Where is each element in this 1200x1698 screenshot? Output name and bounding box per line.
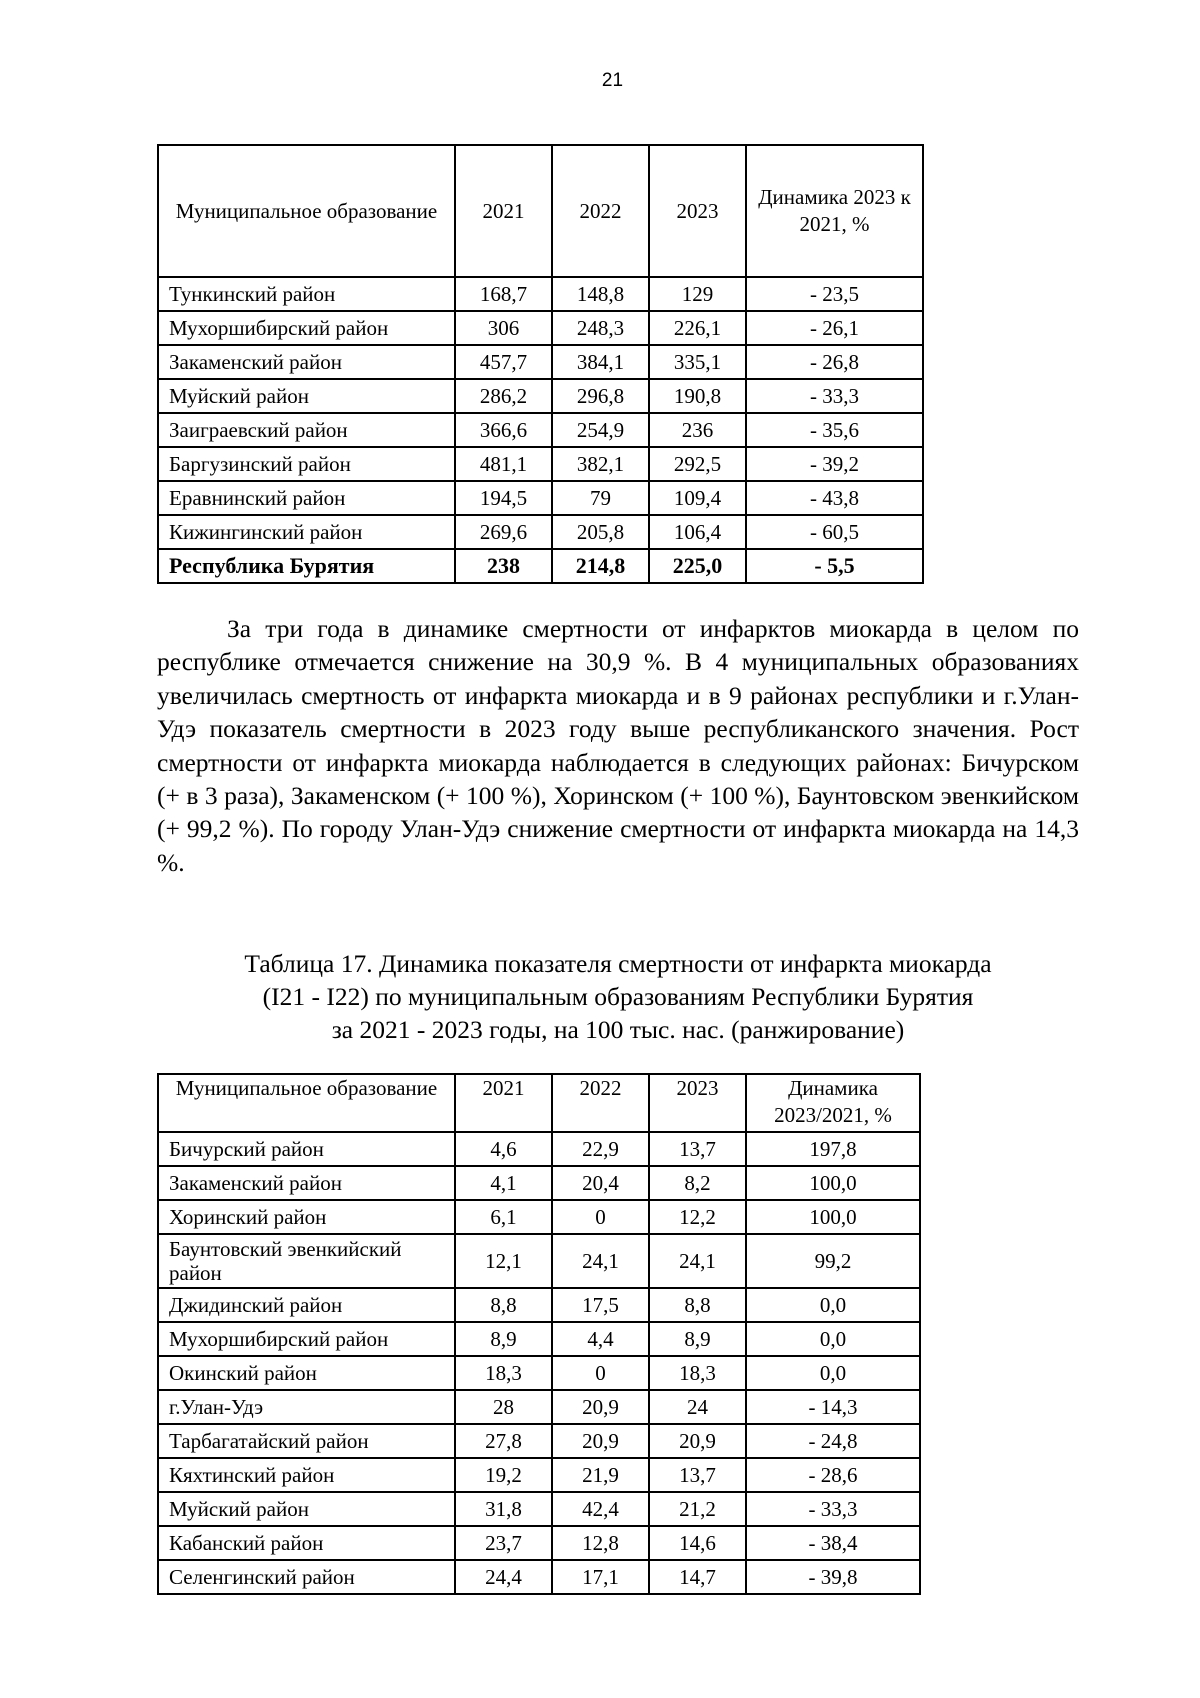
cell-2022: 4,4 (552, 1322, 649, 1356)
cell-2021: 366,6 (455, 413, 552, 447)
table-row (158, 1526, 920, 1560)
cell-2022: 148,8 (552, 277, 649, 311)
total-2021: 238 (455, 549, 552, 583)
cell-municipality: Бичурский район (158, 1132, 455, 1166)
cell-municipality: Мухоршибирский район (158, 1322, 455, 1356)
cell-2022: 0 (552, 1200, 649, 1234)
table-row (158, 413, 923, 447)
mortality-table-17 (157, 1073, 921, 1595)
header-2023: 2023 (649, 145, 746, 277)
cell-municipality: Тарбагатайский район (158, 1424, 455, 1458)
cell-dynamics: - 23,5 (746, 277, 923, 311)
cell-2023: 21,2 (649, 1492, 746, 1526)
table-row (158, 1200, 920, 1234)
cell-dynamics: - 38,4 (746, 1526, 920, 1560)
cell-municipality: г.Улан-Удэ (158, 1390, 455, 1424)
cell-2021: 269,6 (455, 515, 552, 549)
cell-2021: 27,8 (455, 1424, 552, 1458)
table-header-row (158, 1074, 920, 1132)
cell-2023: 18,3 (649, 1356, 746, 1390)
cell-2021: 481,1 (455, 447, 552, 481)
cell-2023: 13,7 (649, 1458, 746, 1492)
cell-municipality: Хоринский район (158, 1200, 455, 1234)
cell-municipality: Мухоршибирский район (158, 311, 455, 345)
header-2021: 2021 (455, 145, 552, 277)
cell-2021: 18,3 (455, 1356, 552, 1390)
cell-municipality: Еравнинский район (158, 481, 455, 515)
caption-line-1: Таблица 17. Динамика показателя смертности от инфаркта миокарда (244, 949, 992, 978)
header-dynamics: Динамика 2023 к 2021, % (746, 145, 923, 277)
header-municipality: Муниципальное образование (158, 1074, 455, 1132)
cell-2022: 12,8 (552, 1526, 649, 1560)
page-number: 21 (601, 70, 624, 91)
cell-2022: 24,1 (552, 1234, 649, 1288)
cell-2023: 106,4 (649, 515, 746, 549)
table-row (158, 277, 923, 311)
cell-dynamics: - 14,3 (746, 1390, 920, 1424)
cell-2022: 42,4 (552, 1492, 649, 1526)
cell-dynamics: - 26,8 (746, 345, 923, 379)
total-dynamics: - 5,5 (746, 549, 923, 583)
header-dynamics: Динамика 2023/2021, % (746, 1074, 920, 1132)
cell-2023: 8,9 (649, 1322, 746, 1356)
cell-2021: 6,1 (455, 1200, 552, 1234)
cell-2023: 292,5 (649, 447, 746, 481)
cell-municipality: Муйский район (158, 379, 455, 413)
total-municipality: Республика Бурятия (158, 549, 455, 583)
cell-2021: 31,8 (455, 1492, 552, 1526)
cell-2023: 8,8 (649, 1288, 746, 1322)
cell-municipality: Джидинский район (158, 1288, 455, 1322)
caption-line-2: (I21 - I22) по муниципальным образованиям Республики Бурятия (262, 982, 974, 1011)
table-row (158, 1356, 920, 1390)
total-2023: 225,0 (649, 549, 746, 583)
table-row (158, 447, 923, 481)
cell-2022: 20,9 (552, 1424, 649, 1458)
cell-2023: 13,7 (649, 1132, 746, 1166)
cell-2021: 457,7 (455, 345, 552, 379)
cell-2022: 17,5 (552, 1288, 649, 1322)
cell-2023: 20,9 (649, 1424, 746, 1458)
cell-municipality: Тункинский район (158, 277, 455, 311)
table-row (158, 1322, 920, 1356)
cell-dynamics: - 26,1 (746, 311, 923, 345)
cell-2023: 12,2 (649, 1200, 746, 1234)
cell-2022: 382,1 (552, 447, 649, 481)
table-row (158, 515, 923, 549)
header-2022: 2022 (552, 145, 649, 277)
cell-2021: 286,2 (455, 379, 552, 413)
cell-2021: 28 (455, 1390, 552, 1424)
cell-dynamics: - 28,6 (746, 1458, 920, 1492)
cell-municipality: Окинский район (158, 1356, 455, 1390)
cell-municipality: Селенгинский район (158, 1560, 455, 1594)
cell-2023: 8,2 (649, 1166, 746, 1200)
cell-dynamics: - 60,5 (746, 515, 923, 549)
cell-2021: 19,2 (455, 1458, 552, 1492)
table-row (158, 1560, 920, 1594)
cell-municipality: Кижингинский район (158, 515, 455, 549)
cell-municipality: Баунтовский эвенкийский район (158, 1234, 455, 1288)
cell-dynamics: - 35,6 (746, 413, 923, 447)
cell-2023: 109,4 (649, 481, 746, 515)
cell-dynamics: 100,0 (746, 1200, 920, 1234)
cell-dynamics: - 39,8 (746, 1560, 920, 1594)
cell-2021: 12,1 (455, 1234, 552, 1288)
cell-2023: 14,7 (649, 1560, 746, 1594)
cell-2022: 205,8 (552, 515, 649, 549)
cell-2021: 4,1 (455, 1166, 552, 1200)
cell-dynamics: 0,0 (746, 1322, 920, 1356)
cell-2023: 190,8 (649, 379, 746, 413)
cell-municipality: Заиграевский район (158, 413, 455, 447)
table-row (158, 1424, 920, 1458)
cell-2022: 0 (552, 1356, 649, 1390)
cell-2021: 4,6 (455, 1132, 552, 1166)
header-2023: 2023 (649, 1074, 746, 1132)
caption-line-3: за 2021 - 2023 годы, на 100 тыс. нас. (ранжирование) (331, 1015, 905, 1044)
cell-municipality: Кяхтинский район (158, 1458, 455, 1492)
cell-2022: 17,1 (552, 1560, 649, 1594)
table-row (158, 1458, 920, 1492)
cell-municipality: Закаменский район (158, 345, 455, 379)
cell-2022: 296,8 (552, 379, 649, 413)
table-row (158, 1166, 920, 1200)
table-row (158, 1390, 920, 1424)
cell-2021: 194,5 (455, 481, 552, 515)
table-total-row (158, 549, 923, 583)
cell-2023: 236 (649, 413, 746, 447)
table-row (158, 1132, 920, 1166)
cell-2021: 8,8 (455, 1288, 552, 1322)
cell-municipality: Муйский район (158, 1492, 455, 1526)
cell-municipality: Закаменский район (158, 1166, 455, 1200)
cell-2023: 24,1 (649, 1234, 746, 1288)
cell-2022: 22,9 (552, 1132, 649, 1166)
cell-2022: 20,4 (552, 1166, 649, 1200)
body-paragraph: За три года в динамике смертности от инфарктов миокарда в целом по республике отмечается снижение на 30,9 %. В 4 муниципальных образованиях увеличилась смертность от инфаркта миокарда и в 9 районах республики и г.Улан-Удэ показатель смертности в 2023 году выше республиканского значения. Рост смертности от инфаркта миокарда наблюдается в следующих районах: Бичурском (+ в 3 раза), Закаменском (+ 100 %), Хоринском (+ 100 %), Баунтовском эвенкийском (+ 99,2 %). По городу Улан-Удэ снижение смертности от инфаркта миокарда на 14,3 %. (157, 614, 1079, 877)
total-2022: 214,8 (552, 549, 649, 583)
cell-dynamics: - 33,3 (746, 379, 923, 413)
cell-2022: 21,9 (552, 1458, 649, 1492)
table-row (158, 1234, 920, 1288)
cell-dynamics: 0,0 (746, 1356, 920, 1390)
cell-2023: 129 (649, 277, 746, 311)
cell-2021: 8,9 (455, 1322, 552, 1356)
cell-2023: 24 (649, 1390, 746, 1424)
cell-municipality: Баргузинский район (158, 447, 455, 481)
cell-2023: 226,1 (649, 311, 746, 345)
header-municipality: Муниципальное образование (158, 145, 455, 277)
cell-2021: 23,7 (455, 1526, 552, 1560)
cell-2023: 335,1 (649, 345, 746, 379)
cell-2022: 248,3 (552, 311, 649, 345)
cell-dynamics: - 33,3 (746, 1492, 920, 1526)
table-caption (157, 947, 1079, 1046)
table-row (158, 345, 923, 379)
table-header-row (158, 145, 923, 277)
cell-2022: 79 (552, 481, 649, 515)
cell-dynamics: 99,2 (746, 1234, 920, 1288)
table-row (158, 311, 923, 345)
header-2021: 2021 (455, 1074, 552, 1132)
cell-2021: 306 (455, 311, 552, 345)
cell-dynamics: - 43,8 (746, 481, 923, 515)
cell-2022: 384,1 (552, 345, 649, 379)
table-row (158, 481, 923, 515)
cell-dynamics: 0,0 (746, 1288, 920, 1322)
table-row (158, 1288, 920, 1322)
cell-dynamics: - 24,8 (746, 1424, 920, 1458)
cell-dynamics: 100,0 (746, 1166, 920, 1200)
header-2022: 2022 (552, 1074, 649, 1132)
cell-2022: 20,9 (552, 1390, 649, 1424)
cell-2021: 24,4 (455, 1560, 552, 1594)
cell-municipality: Кабанский район (158, 1526, 455, 1560)
cell-2023: 14,6 (649, 1526, 746, 1560)
cell-dynamics: - 39,2 (746, 447, 923, 481)
cell-dynamics: 197,8 (746, 1132, 920, 1166)
cell-2021: 168,7 (455, 277, 552, 311)
table-row (158, 1492, 920, 1526)
cell-2022: 254,9 (552, 413, 649, 447)
table-row (158, 379, 923, 413)
mortality-table-previous (157, 144, 924, 584)
